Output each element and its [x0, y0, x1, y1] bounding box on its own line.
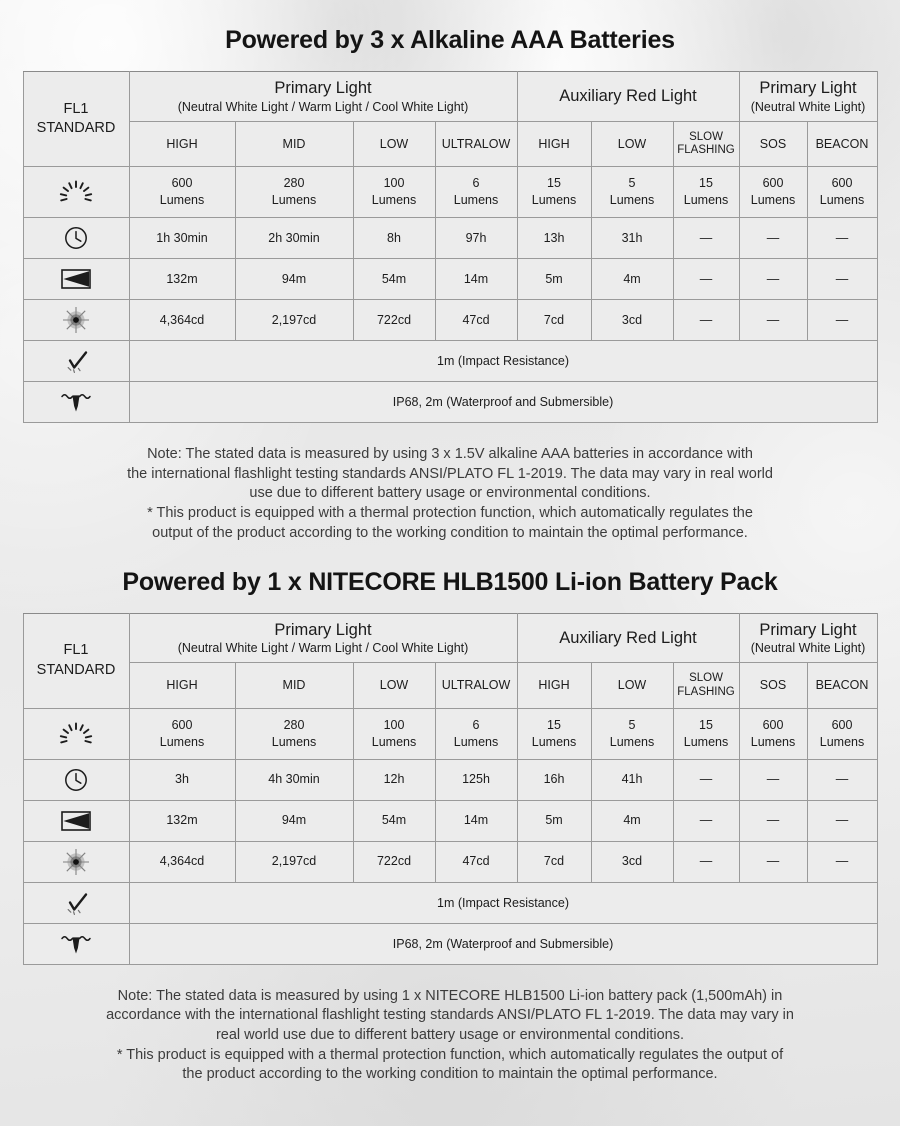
peak-beam-intensity-cell: — — [673, 299, 739, 340]
beam-distance-cell: — — [807, 258, 877, 299]
lumens-cell — [129, 167, 235, 218]
slow-flashing-line2: FLASHING — [677, 685, 735, 698]
peak-beam-intensity-cell: 2,197cd — [235, 841, 353, 882]
lumens-value: 600 — [831, 717, 853, 732]
mode-header-low-primary: LOW — [353, 663, 435, 708]
lumens-value: 15 — [547, 176, 561, 191]
spec-table-liion — [23, 613, 878, 965]
mode-header-slow-flashing — [673, 663, 739, 708]
peak-beam-intensity-icon — [23, 299, 129, 340]
peak-beam-intensity-cell: — — [739, 299, 807, 340]
group-header-auxiliary-red-light — [517, 72, 739, 122]
runtime-cell: 3h — [129, 759, 235, 800]
lumens-unit: Lumens — [531, 734, 577, 749]
beam-distance-cell: 132m — [129, 258, 235, 299]
table-row-waterproof — [23, 923, 877, 964]
lumens-cell — [807, 167, 877, 218]
peak-beam-intensity-cell: 722cd — [353, 841, 435, 882]
lumens-unit: Lumens — [271, 734, 317, 749]
table-row-runtime — [23, 759, 877, 800]
fl1-standard-header — [23, 72, 129, 167]
slow-flashing-line2: FLASHING — [677, 144, 735, 157]
beam-distance-cell: 132m — [129, 800, 235, 841]
lumens-unit: Lumens — [683, 734, 729, 749]
runtime-cell: 4h 30min — [235, 759, 353, 800]
mode-header-slow-flashing — [673, 121, 739, 166]
note-alkaline — [50, 423, 850, 544]
table-header-group-row — [23, 613, 877, 663]
group-title: Primary Light — [759, 79, 857, 97]
group-title: Auxiliary Red Light — [559, 87, 697, 105]
table-header-mode-row — [23, 121, 877, 166]
peak-beam-intensity-cell: 7cd — [517, 299, 591, 340]
table-row-beam-distance — [23, 800, 877, 841]
lumens-cell — [235, 167, 353, 218]
mode-header-ultralow: ULTRALOW — [435, 121, 517, 166]
table-row-impact-resistance — [23, 882, 877, 923]
note-line: Note: The stated data is measured by using 3 x 1.5V alkaline AAA batteries in accordance with — [147, 445, 753, 462]
mode-header-sos: SOS — [739, 663, 807, 708]
group-header-primary-light-neutral — [739, 72, 877, 122]
note-line: * This product is equipped with a thermal protection function, which automatically regulates the — [147, 505, 753, 522]
group-header-primary-light — [129, 72, 517, 122]
peak-beam-intensity-cell: 3cd — [591, 841, 673, 882]
peak-beam-intensity-cell: 3cd — [591, 299, 673, 340]
lumens-value: 600 — [171, 717, 193, 732]
lumens-unit: Lumens — [683, 193, 729, 208]
fl1-standard-header — [23, 613, 129, 708]
lumens-cell — [435, 708, 517, 759]
lumens-icon — [23, 167, 129, 218]
runtime-cell: 2h 30min — [235, 217, 353, 258]
impact-resistance-value: 1m (Impact Resistance) — [129, 882, 877, 923]
group-subtitle: (Neutral White Light / Warm Light / Cool White Light) — [177, 641, 469, 656]
slow-flashing-line1: SLOW — [689, 130, 723, 143]
note-line: output of the product according to the working condition to maintain the optimal performance. — [152, 524, 748, 541]
fl1-label-line2: STANDARD — [36, 120, 116, 137]
lumens-icon — [23, 708, 129, 759]
lumens-unit: Lumens — [453, 193, 499, 208]
beam-distance-cell: — — [739, 800, 807, 841]
lumens-value: 6 — [472, 717, 480, 732]
lumens-cell — [591, 708, 673, 759]
note-line: the product according to the working condition to maintain the optimal performance. — [182, 1066, 718, 1083]
slow-flashing-line1: SLOW — [689, 672, 723, 685]
lumens-unit: Lumens — [819, 193, 865, 208]
table-row-impact-resistance — [23, 340, 877, 381]
lumens-value: 15 — [699, 176, 713, 191]
group-header-primary-light — [129, 613, 517, 663]
beam-distance-cell: 4m — [591, 258, 673, 299]
spec-table-alkaline — [23, 71, 878, 423]
lumens-value: 600 — [171, 176, 193, 191]
lumens-value: 5 — [628, 717, 636, 732]
runtime-cell: 13h — [517, 217, 591, 258]
beam-distance-cell: — — [807, 800, 877, 841]
beam-distance-cell: 54m — [353, 258, 435, 299]
mode-header-high-red: HIGH — [517, 121, 591, 166]
lumens-cell — [235, 708, 353, 759]
lumens-unit: Lumens — [819, 734, 865, 749]
note-liion — [30, 965, 870, 1086]
beam-distance-cell: 54m — [353, 800, 435, 841]
beam-distance-cell: 4m — [591, 800, 673, 841]
runtime-cell: — — [807, 759, 877, 800]
lumens-value: 6 — [472, 176, 480, 191]
mode-header-beacon: BEACON — [807, 663, 877, 708]
group-subtitle: (Neutral White Light) — [750, 99, 866, 114]
lumens-value: 280 — [283, 176, 305, 191]
impact-resistance-icon — [23, 882, 129, 923]
lumens-value: 600 — [831, 176, 853, 191]
beam-distance-cell: 94m — [235, 800, 353, 841]
runtime-cell: 97h — [435, 217, 517, 258]
impact-resistance-icon — [23, 340, 129, 381]
peak-beam-intensity-cell: — — [807, 841, 877, 882]
mode-header-mid: MID — [235, 121, 353, 166]
note-line: the international flashlight testing standards ANSI/PLATO FL 1-2019. The data may vary in real world — [127, 465, 773, 482]
lumens-value: 15 — [699, 717, 713, 732]
beam-distance-cell: 14m — [435, 800, 517, 841]
group-header-auxiliary-red-light — [517, 613, 739, 663]
lumens-unit: Lumens — [371, 193, 417, 208]
peak-beam-intensity-cell: — — [739, 841, 807, 882]
lumens-unit: Lumens — [453, 734, 499, 749]
waterproof-value: IP68, 2m (Waterproof and Submersible) — [129, 923, 877, 964]
lumens-cell — [129, 708, 235, 759]
lumens-unit: Lumens — [159, 734, 205, 749]
group-header-primary-light-neutral — [739, 613, 877, 663]
lumens-unit: Lumens — [531, 193, 577, 208]
peak-beam-intensity-cell: 7cd — [517, 841, 591, 882]
waterproof-icon — [23, 923, 129, 964]
runtime-clock-icon — [23, 759, 129, 800]
lumens-unit: Lumens — [609, 193, 655, 208]
fl1-label-line1: FL1 — [63, 100, 89, 117]
beam-distance-icon — [23, 258, 129, 299]
group-subtitle: (Neutral White Light / Warm Light / Cool White Light) — [177, 99, 469, 114]
runtime-cell: — — [673, 217, 739, 258]
mode-header-high-red: HIGH — [517, 663, 591, 708]
beam-distance-cell: 5m — [517, 800, 591, 841]
waterproof-icon — [23, 381, 129, 422]
lumens-value: 5 — [628, 176, 636, 191]
runtime-cell: — — [673, 759, 739, 800]
beam-distance-cell: 5m — [517, 258, 591, 299]
mode-header-sos: SOS — [739, 121, 807, 166]
runtime-cell: — — [807, 217, 877, 258]
beam-distance-cell: 14m — [435, 258, 517, 299]
note-line: use due to different battery usage or environmental conditions. — [249, 485, 651, 502]
mode-header-high-primary: HIGH — [129, 121, 235, 166]
runtime-cell: 125h — [435, 759, 517, 800]
beam-distance-cell: — — [673, 258, 739, 299]
runtime-cell: — — [739, 759, 807, 800]
peak-beam-intensity-cell: — — [673, 841, 739, 882]
lumens-cell — [807, 708, 877, 759]
mode-header-beacon: BEACON — [807, 121, 877, 166]
peak-beam-intensity-cell: 47cd — [435, 299, 517, 340]
mode-header-low-red: LOW — [591, 121, 673, 166]
fl1-label-line1: FL1 — [63, 642, 89, 659]
table-row-lumens — [23, 708, 877, 759]
mode-header-low-primary: LOW — [353, 121, 435, 166]
runtime-clock-icon — [23, 217, 129, 258]
peak-beam-intensity-cell: 4,364cd — [129, 841, 235, 882]
lumens-cell — [739, 708, 807, 759]
runtime-cell: 41h — [591, 759, 673, 800]
note-line: * This product is equipped with a thermal protection function, which automatically regulates the output of — [116, 1046, 784, 1063]
runtime-cell: 16h — [517, 759, 591, 800]
group-title: Primary Light — [759, 620, 857, 639]
lumens-value: 100 — [383, 717, 405, 732]
lumens-cell — [353, 708, 435, 759]
lumens-cell — [353, 167, 435, 218]
lumens-unit: Lumens — [609, 734, 655, 749]
beam-distance-cell: 94m — [235, 258, 353, 299]
lumens-value: 280 — [283, 717, 305, 732]
lumens-cell — [673, 167, 739, 218]
peak-beam-intensity-cell: 722cd — [353, 299, 435, 340]
peak-beam-intensity-cell: — — [807, 299, 877, 340]
lumens-value: 600 — [762, 176, 784, 191]
beam-distance-cell: — — [739, 258, 807, 299]
peak-beam-intensity-icon — [23, 841, 129, 882]
lumens-cell — [673, 708, 739, 759]
waterproof-value: IP68, 2m (Waterproof and Submersible) — [129, 381, 877, 422]
fl1-label-line2: STANDARD — [36, 661, 116, 678]
lumens-unit: Lumens — [750, 193, 796, 208]
runtime-cell: 8h — [353, 217, 435, 258]
lumens-value: 600 — [762, 717, 784, 732]
note-line: accordance with the international flashlight testing standards ANSI/PLATO FL 1-2019. The data may vary in — [106, 1007, 794, 1024]
table-row-lumens — [23, 167, 877, 218]
table-row-peak-beam-intensity — [23, 299, 877, 340]
group-title: Auxiliary Red Light — [559, 628, 697, 647]
runtime-cell: 1h 30min — [129, 217, 235, 258]
lumens-value: 100 — [383, 176, 405, 191]
lumens-unit: Lumens — [271, 193, 317, 208]
note-line: Note: The stated data is measured by using 1 x NITECORE HLB1500 Li-ion battery pack (1,500mAh) in — [117, 987, 783, 1004]
peak-beam-intensity-cell: 2,197cd — [235, 299, 353, 340]
lumens-cell — [739, 167, 807, 218]
runtime-cell: 12h — [353, 759, 435, 800]
table-header-group-row — [23, 72, 877, 122]
table-header-mode-row — [23, 663, 877, 708]
runtime-cell: — — [739, 217, 807, 258]
runtime-cell: 31h — [591, 217, 673, 258]
table-row-peak-beam-intensity — [23, 841, 877, 882]
lumens-cell — [517, 167, 591, 218]
lumens-unit: Lumens — [159, 193, 205, 208]
peak-beam-intensity-cell: 4,364cd — [129, 299, 235, 340]
beam-distance-icon — [23, 800, 129, 841]
lumens-unit: Lumens — [750, 734, 796, 749]
note-line: real world use due to different battery usage or environmental conditions. — [215, 1027, 685, 1043]
table-row-waterproof — [23, 381, 877, 422]
mode-header-low-red: LOW — [591, 663, 673, 708]
table-row-beam-distance — [23, 258, 877, 299]
section-title-liion: Powered by 1 x NITECORE HLB1500 Li-ion Battery Pack — [122, 567, 778, 596]
impact-resistance-value: 1m (Impact Resistance) — [129, 340, 877, 381]
mode-header-mid: MID — [235, 663, 353, 708]
group-title: Primary Light — [274, 620, 372, 639]
peak-beam-intensity-cell: 47cd — [435, 841, 517, 882]
table-row-runtime — [23, 217, 877, 258]
lumens-cell — [517, 708, 591, 759]
lumens-cell — [591, 167, 673, 218]
group-subtitle: (Neutral White Light) — [750, 641, 866, 656]
mode-header-high-primary: HIGH — [129, 663, 235, 708]
mode-header-ultralow: ULTRALOW — [435, 663, 517, 708]
lumens-unit: Lumens — [371, 734, 417, 749]
group-title: Primary Light — [274, 79, 372, 97]
lumens-value: 15 — [547, 717, 561, 732]
beam-distance-cell: — — [673, 800, 739, 841]
section-title-alkaline: Powered by 3 x Alkaline AAA Batteries — [225, 26, 675, 54]
lumens-cell — [435, 167, 517, 218]
